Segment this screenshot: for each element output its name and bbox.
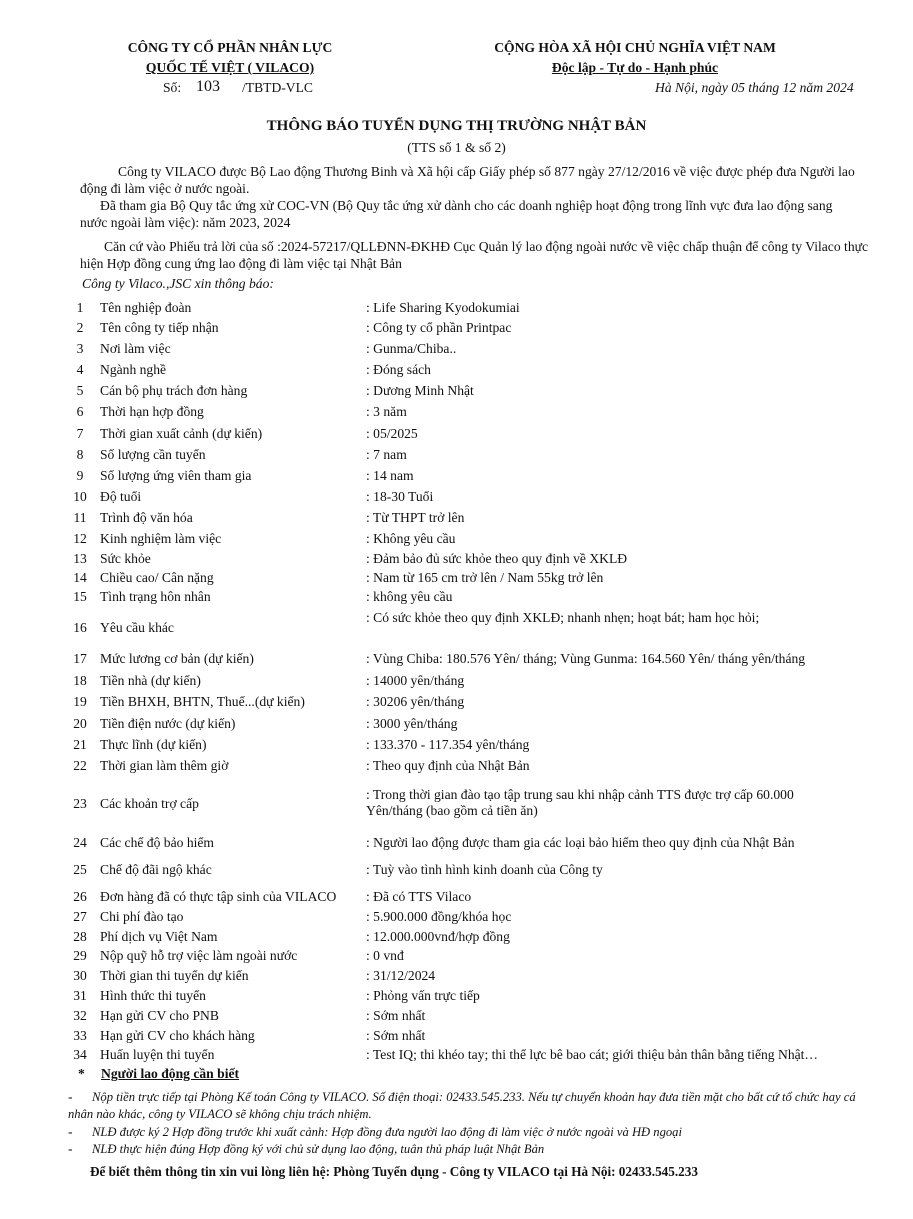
- row-value: : Không yêu cầu: [366, 531, 456, 546]
- row-number: 22: [73, 758, 87, 773]
- row-number: 18: [73, 673, 87, 688]
- row-value: : 12.000.000vnđ/hợp đồng: [366, 929, 510, 944]
- row-label: Các chế độ bảo hiểm: [100, 835, 214, 850]
- row-number: 2: [76, 320, 84, 335]
- row-number: 9: [76, 468, 84, 483]
- row-label: Số lượng cần tuyển: [100, 447, 206, 462]
- row-number: 31: [73, 988, 87, 1003]
- row-value: : Đảm bảo đủ sức khỏe theo quy định về XKLĐ: [366, 551, 628, 566]
- row-value: : 3 năm: [366, 404, 407, 419]
- row-label: Tiền nhà (dự kiến): [100, 673, 201, 688]
- row-number: 7: [76, 426, 84, 441]
- doc-number-suffix: /TBTD-VLC: [242, 80, 313, 95]
- row-label: Phí dịch vụ Việt Nam: [100, 929, 218, 944]
- row-value: : 133.370 - 117.354 yên/tháng: [366, 737, 530, 752]
- row-label: Trình độ văn hóa: [100, 510, 193, 525]
- row-label: Các khoản trợ cấp: [100, 796, 199, 811]
- row-number: 30: [73, 968, 87, 983]
- row-number: 17: [73, 651, 87, 666]
- row-label: Nơi làm việc: [100, 341, 171, 356]
- row-label: Hạn gửi CV cho PNB: [100, 1008, 219, 1023]
- row-number: 13: [73, 551, 87, 566]
- row-value: : Tuỳ vào tình hình kinh doanh của Công ty: [366, 862, 603, 877]
- row-number: 33: [73, 1028, 87, 1043]
- row-value: : 31/12/2024: [366, 968, 436, 983]
- contact-line: Để biết thêm thông tin xin vui lòng liên hệ: Phòng Tuyển dụng - Công ty VILACO tại Hà Nội: 02433.545.233: [90, 1164, 698, 1179]
- nation-title: CỘNG HÒA XÃ HỘI CHỦ NGHĨA VIỆT NAM: [494, 40, 776, 55]
- note-bullet: *: [78, 1066, 85, 1081]
- row-number: 25: [73, 862, 87, 877]
- row-value: : 30206 yên/tháng: [366, 694, 465, 709]
- intro-announce: Công ty Vilaco.,JSC xin thông báo:: [82, 276, 274, 291]
- row-value: : Dương Minh Nhật: [366, 383, 474, 398]
- row-number: 10: [73, 489, 87, 504]
- company-name-line2: QUỐC TẾ VIỆT ( VILACO): [145, 60, 315, 75]
- document-date: Hà Nội, ngày 05 tháng 12 năm 2024: [655, 80, 854, 95]
- row-label: Yêu cầu khác: [100, 620, 174, 635]
- row-value: : Công ty cổ phần Printpac: [366, 320, 512, 335]
- row-label: Cán bộ phụ trách đơn hàng: [100, 383, 248, 398]
- row-number: 4: [76, 362, 84, 377]
- row-label: Thời gian làm thêm giờ: [100, 758, 229, 773]
- row-value: : 14 nam: [366, 468, 414, 483]
- row-label: Thời gian xuất cảnh (dự kiến): [100, 426, 263, 441]
- row-number: 11: [73, 510, 87, 525]
- row-number: 5: [76, 383, 84, 398]
- row-number: 15: [73, 589, 87, 604]
- page-subtitle: (TTS số 1 & số 2): [407, 140, 506, 155]
- row-label: Hình thức thi tuyển: [100, 988, 206, 1003]
- row-number: 20: [73, 716, 87, 731]
- row-label: Tên công ty tiếp nhận: [100, 320, 219, 335]
- row-value: : Người lao động được tham gia các loại bảo hiểm theo quy định của Nhật Bản: [366, 835, 795, 850]
- row-value: : Có sức khỏe theo quy định XKLĐ; nhanh nhẹn; hoạt bát; ham học hỏi;: [366, 610, 760, 625]
- intro-paragraph-2: Đã tham gia Bộ Quy tắc ứng xử COC-VN (Bộ Quy tắc ứng xử dành cho các doanh nghiệp hoạt động trong lĩnh vực đưa lao động sang nước ngoài làm việc): năm 2023, 2024: [80, 198, 833, 230]
- row-label: Mức lương cơ bản (dự kiến): [100, 651, 254, 666]
- row-label: Độ tuổi: [100, 489, 142, 504]
- intro-paragraph-1: Công ty VILACO được Bộ Lao động Thương Binh và Xã hội cấp Giấy phép số 877 ngày 27/12/2016 về việc được phép đưa Người lao động đi làm việc ở nước ngoài.: [80, 164, 855, 196]
- row-value: : Từ THPT trở lên: [366, 510, 465, 525]
- row-label: Nộp quỹ hỗ trợ việc làm ngoài nước: [100, 948, 298, 963]
- row-value: : 3000 yên/tháng: [366, 716, 458, 731]
- note-dash-3: -: [68, 1141, 73, 1156]
- row-number: 34: [73, 1047, 87, 1062]
- note-1: Nộp tiền trực tiếp tại Phòng Kế toán Công ty VILACO. Số điện thoại: 02433.545.233. Nếu tự chuyển khoản hay đưa tiền mặt cho bất cứ tổ chức hay cá nhân nào khác, công ty VILACO sẽ không chịu trách nhiệm.: [68, 1090, 856, 1121]
- intro-paragraph-3: Căn cứ vào Phiếu trả lời của số :2024-57217/QLLĐNN-ĐKHĐ Cục Quản lý lao động ngoài nước về việc chấp thuận để công ty Vilaco thực hiện Hợp đồng cung ứng lao động đi làm việc tại Nhật Bản: [80, 239, 869, 271]
- row-value: : Life Sharing Kyodokumiai: [366, 300, 520, 315]
- row-label: Sức khỏe: [100, 551, 151, 566]
- row-value: : Sớm nhất: [366, 1028, 426, 1043]
- row-label: Thực lĩnh (dự kiến): [100, 737, 207, 752]
- row-label: Hạn gửi CV cho khách hàng: [100, 1028, 255, 1043]
- row-label: Chế độ đãi ngộ khác: [100, 862, 212, 877]
- row-label: Số lượng ứng viên tham gia: [100, 468, 252, 483]
- doc-number-label: Số:: [163, 80, 182, 95]
- row-number: 3: [76, 341, 84, 356]
- row-value: : 0 vnđ: [366, 948, 404, 963]
- row-value: : Đã có TTS Vilaco: [366, 889, 472, 904]
- row-value: : 5.900.000 đồng/khóa học: [366, 909, 512, 924]
- row-value: : không yêu cầu: [366, 589, 453, 604]
- row-number: 24: [73, 835, 87, 850]
- row-number: 26: [73, 889, 87, 904]
- row-number: 32: [73, 1008, 87, 1023]
- row-number: 14: [73, 570, 87, 585]
- row-value: : 7 nam: [366, 447, 407, 462]
- notes-heading: Người lao động cần biết: [101, 1066, 240, 1081]
- row-value: : Theo quy định của Nhật Bản: [366, 758, 530, 773]
- row-label: Ngành nghề: [100, 362, 167, 377]
- row-label: Chi phí đào tạo: [100, 909, 184, 924]
- note-dash-2: -: [68, 1124, 73, 1139]
- row-label: Tình trạng hôn nhân: [100, 589, 211, 604]
- page-title: THÔNG BÁO TUYỂN DỤNG THỊ TRƯỜNG NHẬT BẢN: [266, 118, 647, 134]
- note-3: NLĐ thực hiện đúng Hợp đồng ký với chủ sử dụng lao động, tuân thủ pháp luật Nhật Bản: [92, 1142, 545, 1156]
- row-number: 19: [73, 694, 87, 709]
- row-value: : Test IQ; thi khéo tay; thi thể lực bê bao cát; giới thiệu bản thân bằng tiếng Nhật…: [366, 1047, 819, 1062]
- row-number: 29: [73, 948, 87, 963]
- row-value: : Đóng sách: [366, 362, 431, 377]
- row-label: Huấn luyện thi tuyển: [100, 1047, 215, 1062]
- row-number: 8: [76, 447, 84, 462]
- row-label: Đơn hàng đã có thực tập sinh của VILACO: [100, 889, 337, 904]
- row-number: 16: [73, 620, 87, 635]
- row-number: 27: [73, 909, 87, 924]
- row-label: Kinh nghiệm làm việc: [100, 531, 222, 546]
- motto: Độc lập - Tự do - Hạnh phúc: [551, 60, 719, 75]
- row-label: Chiều cao/ Cân nặng: [100, 570, 214, 585]
- doc-number: 103: [196, 78, 220, 95]
- row-value: : Vùng Chiba: 180.576 Yên/ tháng; Vùng Gunma: 164.560 Yên/ tháng yên/tháng: [366, 651, 806, 666]
- row-label: Tên nghiệp đoàn: [100, 300, 192, 315]
- note-2: NLĐ được ký 2 Hợp đồng trước khi xuất cảnh: Hợp đồng đưa người lao động đi làm việc ở nước ngoài và HĐ ngoại: [92, 1125, 682, 1139]
- row-number: 23: [73, 796, 87, 811]
- row-value: : Gunma/Chiba..: [366, 341, 457, 356]
- row-value: : 14000 yên/tháng: [366, 673, 465, 688]
- row-label: Thời gian thi tuyển dự kiến: [100, 968, 249, 983]
- row-value: : Phỏng vấn trực tiếp: [366, 988, 480, 1003]
- row-number: 6: [76, 404, 84, 419]
- row-number: 12: [73, 531, 87, 546]
- row-label: Thời hạn hợp đồng: [100, 404, 204, 419]
- row-value: : Sớm nhất: [366, 1008, 426, 1023]
- row-value: : 18-30 Tuổi: [366, 489, 434, 504]
- row-value: : 05/2025: [366, 426, 418, 441]
- row-label: Tiền điện nước (dự kiến): [100, 716, 236, 731]
- company-name: CÔNG TY CỔ PHẦN NHÂN LỰC: [127, 40, 333, 55]
- row-number: 1: [76, 300, 84, 315]
- row-label: Tiền BHXH, BHTN, Thuế...(dự kiến): [100, 694, 305, 709]
- row-number: 28: [73, 929, 87, 944]
- row-value: : Trong thời gian đào tạo tập trung sau khi nhập cảnh TTS được trợ cấp 60.000 Yên/tháng (bao gồm cả tiền ăn): [366, 787, 794, 818]
- row-number: 21: [73, 737, 87, 752]
- row-value: : Nam từ 165 cm trở lên / Nam 55kg trở lên: [366, 570, 604, 585]
- note-dash-1: -: [68, 1089, 73, 1104]
